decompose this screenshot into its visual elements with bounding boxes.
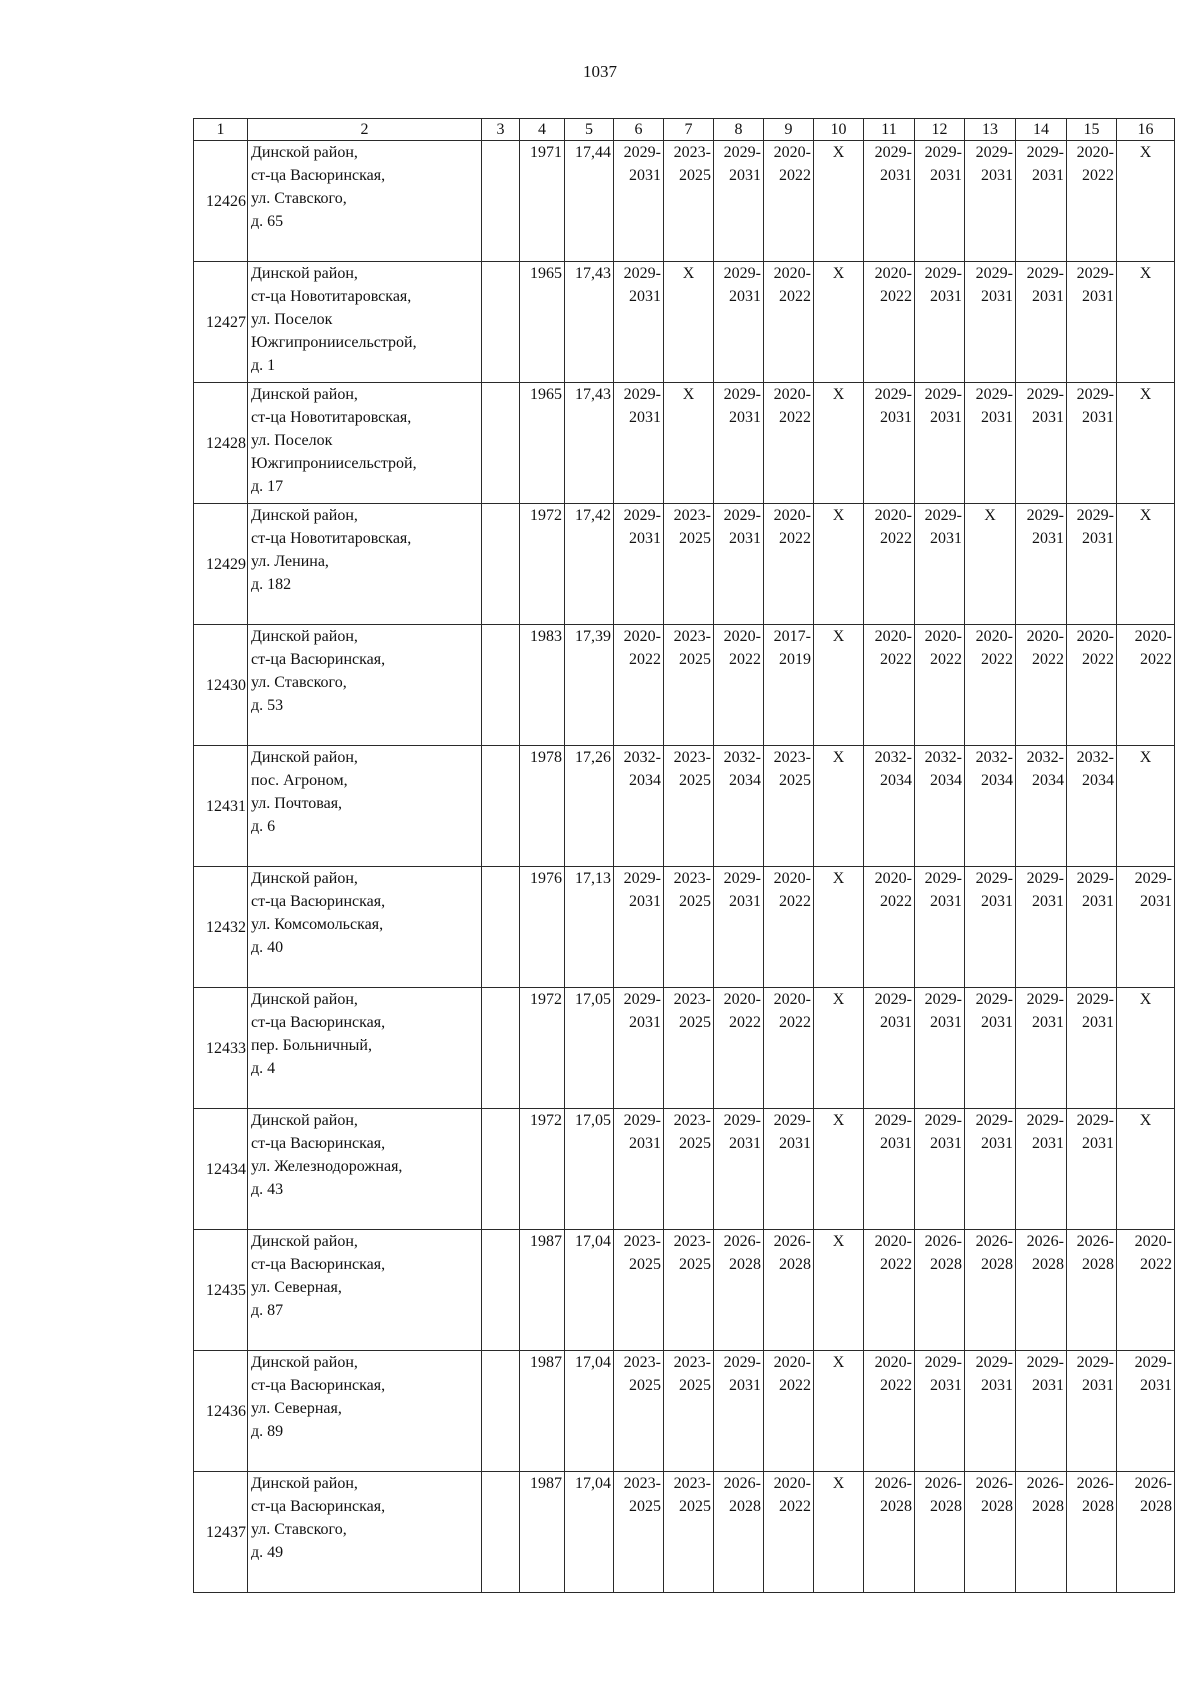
period-cell-col-7: 2023- 2025 — [664, 141, 714, 262]
column-header-2: 2 — [248, 119, 482, 141]
column-header-13: 13 — [965, 119, 1016, 141]
value-cell: 17,39 — [565, 625, 614, 746]
period-cell-col-14: 2020- 2022 — [1016, 625, 1067, 746]
period-cell-col-7: 2023- 2025 — [664, 1472, 714, 1593]
period-cell-col-7: 2023- 2025 — [664, 625, 714, 746]
period-cell-col-7: 2023- 2025 — [664, 867, 714, 988]
value-cell: 17,13 — [565, 867, 614, 988]
period-cell-col-7: 2023- 2025 — [664, 1230, 714, 1351]
address-cell — [248, 746, 482, 867]
address-line: ст-ца Новотитаровская, — [251, 530, 412, 547]
year-cell: 1987 — [520, 1351, 565, 1472]
period-cell-col-10: Х — [814, 504, 864, 625]
address-line: Динской район, — [251, 144, 358, 161]
year-cell: 1976 — [520, 867, 565, 988]
period-cell-col-16: Х — [1117, 504, 1175, 625]
period-cell-col-9: 2023- 2025 — [764, 746, 814, 867]
address-line: ст-ца Васюринская, — [251, 167, 386, 184]
period-cell-col-11: 2020- 2022 — [864, 625, 915, 746]
period-cell-col-7: 2023- 2025 — [664, 504, 714, 625]
address-cell — [248, 988, 482, 1109]
period-cell-col-13: 2029- 2031 — [965, 988, 1016, 1109]
period-cell-col-6: 2023- 2025 — [614, 1351, 664, 1472]
period-cell-col-9: 2017- 2019 — [764, 625, 814, 746]
period-cell-col-8: 2029- 2031 — [714, 141, 764, 262]
period-cell-col-14: 2029- 2031 — [1016, 504, 1067, 625]
period-cell-col-14: 2026- 2028 — [1016, 1230, 1067, 1351]
period-cell-col-11: 2026- 2028 — [864, 1472, 915, 1593]
column-3-cell — [482, 262, 520, 383]
period-cell-col-9: 2029- 2031 — [764, 1109, 814, 1230]
period-cell-col-14: 2029- 2031 — [1016, 1109, 1067, 1230]
column-header-10: 10 — [814, 119, 864, 141]
column-header-3: 3 — [482, 119, 520, 141]
period-cell-col-6: 2023- 2025 — [614, 1472, 664, 1593]
period-cell-col-7: 2023- 2025 — [664, 1351, 714, 1472]
address-line: д. 87 — [251, 1302, 284, 1319]
address-cell — [248, 867, 482, 988]
period-cell-col-11: 2020- 2022 — [864, 1351, 915, 1472]
period-cell-col-6: 2029- 2031 — [614, 141, 664, 262]
column-header-11: 11 — [864, 119, 915, 141]
column-3-cell — [482, 1472, 520, 1593]
address-line: д. 49 — [251, 1544, 284, 1561]
period-cell-col-9: 2020- 2022 — [764, 1472, 814, 1593]
address-line: ул. Ставского, — [251, 674, 347, 691]
period-cell-col-13: 2029- 2031 — [965, 383, 1016, 504]
table-row — [194, 1109, 1175, 1230]
address-cell — [248, 1351, 482, 1472]
period-cell-col-16: Х — [1117, 383, 1175, 504]
period-cell-col-11: 2020- 2022 — [864, 504, 915, 625]
period-cell-col-12: 2029- 2031 — [915, 141, 965, 262]
table-row — [194, 988, 1175, 1109]
column-header-15: 15 — [1067, 119, 1117, 141]
year-cell: 1972 — [520, 988, 565, 1109]
period-cell-col-15: 2029- 2031 — [1067, 988, 1117, 1109]
row-number: 12437 — [194, 1472, 248, 1593]
address-line: ст-ца Новотитаровская, — [251, 288, 412, 305]
address-line: Динской район, — [251, 749, 358, 766]
table-row — [194, 1230, 1175, 1351]
address-cell — [248, 1230, 482, 1351]
period-cell-col-6: 2029- 2031 — [614, 867, 664, 988]
address-line: д. 17 — [251, 478, 284, 495]
column-3-cell — [482, 383, 520, 504]
period-cell-col-11: 2029- 2031 — [864, 383, 915, 504]
address-line: ст-ца Васюринская, — [251, 1135, 386, 1152]
housing-register-table — [193, 118, 1175, 1593]
column-header-6: 6 — [614, 119, 664, 141]
period-cell-col-9: 2020- 2022 — [764, 867, 814, 988]
period-cell-col-12: 2029- 2031 — [915, 867, 965, 988]
period-cell-col-10: Х — [814, 1472, 864, 1593]
period-cell-col-16: Х — [1117, 988, 1175, 1109]
period-cell-col-10: Х — [814, 988, 864, 1109]
period-cell-col-7: 2023- 2025 — [664, 1109, 714, 1230]
address-cell — [248, 504, 482, 625]
period-cell-col-7: 2023- 2025 — [664, 988, 714, 1109]
period-cell-col-14: 2029- 2031 — [1016, 1351, 1067, 1472]
period-cell-col-14: 2029- 2031 — [1016, 867, 1067, 988]
address-line: Динской район, — [251, 1475, 358, 1492]
value-cell: 17,04 — [565, 1230, 614, 1351]
period-cell-col-13: 2026- 2028 — [965, 1472, 1016, 1593]
column-3-cell — [482, 504, 520, 625]
period-cell-col-10: Х — [814, 141, 864, 262]
address-line: пос. Агроном, — [251, 772, 348, 789]
address-line: ст-ца Васюринская, — [251, 1377, 386, 1394]
column-number-row — [194, 119, 1175, 141]
period-cell-col-11: 2032- 2034 — [864, 746, 915, 867]
address-line: д. 4 — [251, 1060, 276, 1077]
column-header-5: 5 — [565, 119, 614, 141]
period-cell-col-8: 2029- 2031 — [714, 1109, 764, 1230]
column-3-cell — [482, 746, 520, 867]
period-cell-col-12: 2029- 2031 — [915, 383, 965, 504]
table-row — [194, 504, 1175, 625]
column-header-9: 9 — [764, 119, 814, 141]
period-cell-col-9: 2020- 2022 — [764, 988, 814, 1109]
column-3-cell — [482, 141, 520, 262]
period-cell-col-15: 2029- 2031 — [1067, 1351, 1117, 1472]
period-cell-col-10: Х — [814, 1230, 864, 1351]
column-header-14: 14 — [1016, 119, 1067, 141]
year-cell: 1987 — [520, 1230, 565, 1351]
address-line: д. 65 — [251, 213, 284, 230]
address-line: ул. Северная, — [251, 1400, 342, 1417]
period-cell-col-13: Х — [965, 504, 1016, 625]
period-cell-col-8: 2029- 2031 — [714, 504, 764, 625]
value-cell: 17,42 — [565, 504, 614, 625]
row-number: 12436 — [194, 1351, 248, 1472]
period-cell-col-10: Х — [814, 262, 864, 383]
year-cell: 1965 — [520, 383, 565, 504]
period-cell-col-12: 2020- 2022 — [915, 625, 965, 746]
column-header-12: 12 — [915, 119, 965, 141]
value-cell: 17,04 — [565, 1351, 614, 1472]
address-line: ст-ца Новотитаровская, — [251, 409, 412, 426]
period-cell-col-15: 2032- 2034 — [1067, 746, 1117, 867]
address-line: ул. Поселок — [251, 432, 333, 449]
address-line: д. 53 — [251, 697, 284, 714]
period-cell-col-13: 2029- 2031 — [965, 141, 1016, 262]
column-3-cell — [482, 1351, 520, 1472]
table-row — [194, 141, 1175, 262]
period-cell-col-13: 2029- 2031 — [965, 262, 1016, 383]
period-cell-col-14: 2026- 2028 — [1016, 1472, 1067, 1593]
period-cell-col-9: 2020- 2022 — [764, 262, 814, 383]
period-cell-col-15: 2029- 2031 — [1067, 383, 1117, 504]
address-line: д. 89 — [251, 1423, 284, 1440]
period-cell-col-15: 2029- 2031 — [1067, 504, 1117, 625]
table-row — [194, 625, 1175, 746]
row-number: 12435 — [194, 1230, 248, 1351]
period-cell-col-9: 2026- 2028 — [764, 1230, 814, 1351]
period-cell-col-14: 2032- 2034 — [1016, 746, 1067, 867]
value-cell: 17,26 — [565, 746, 614, 867]
address-line: Динской район, — [251, 870, 358, 887]
period-cell-col-11: 2029- 2031 — [864, 141, 915, 262]
period-cell-col-16: 2029- 2031 — [1117, 1351, 1175, 1472]
address-line: ул. Ставского, — [251, 1521, 347, 1538]
address-line: Динской район, — [251, 265, 358, 282]
column-3-cell — [482, 1109, 520, 1230]
address-line: ст-ца Васюринская, — [251, 1256, 386, 1273]
period-cell-col-16: Х — [1117, 262, 1175, 383]
period-cell-col-13: 2020- 2022 — [965, 625, 1016, 746]
row-number: 12428 — [194, 383, 248, 504]
address-line: ул. Ставского, — [251, 190, 347, 207]
row-number: 12434 — [194, 1109, 248, 1230]
row-number: 12429 — [194, 504, 248, 625]
address-line: ул. Комсомольская, — [251, 916, 384, 933]
period-cell-col-12: 2032- 2034 — [915, 746, 965, 867]
year-cell: 1972 — [520, 504, 565, 625]
period-cell-col-8: 2029- 2031 — [714, 383, 764, 504]
period-cell-col-15: 2029- 2031 — [1067, 867, 1117, 988]
row-number: 12426 — [194, 141, 248, 262]
address-line: Динской район, — [251, 1354, 358, 1371]
period-cell-col-14: 2029- 2031 — [1016, 262, 1067, 383]
row-number: 12431 — [194, 746, 248, 867]
period-cell-col-15: 2029- 2031 — [1067, 1109, 1117, 1230]
address-line: д. 182 — [251, 576, 292, 593]
row-number: 12433 — [194, 988, 248, 1109]
period-cell-col-14: 2029- 2031 — [1016, 141, 1067, 262]
value-cell: 17,05 — [565, 1109, 614, 1230]
period-cell-col-10: Х — [814, 625, 864, 746]
address-cell — [248, 262, 482, 383]
period-cell-col-14: 2029- 2031 — [1016, 988, 1067, 1109]
table-row — [194, 1351, 1175, 1472]
period-cell-col-16: 2029- 2031 — [1117, 867, 1175, 988]
address-line: ул. Поселок — [251, 311, 333, 328]
row-number: 12427 — [194, 262, 248, 383]
table-row — [194, 262, 1175, 383]
period-cell-col-7: Х — [664, 383, 714, 504]
column-3-cell — [482, 1230, 520, 1351]
period-cell-col-15: 2029- 2031 — [1067, 262, 1117, 383]
year-cell: 1972 — [520, 1109, 565, 1230]
page-number: 1037 — [583, 62, 617, 81]
period-cell-col-9: 2020- 2022 — [764, 504, 814, 625]
address-line: Динской район, — [251, 628, 358, 645]
period-cell-col-15: 2020- 2022 — [1067, 141, 1117, 262]
value-cell: 17,43 — [565, 262, 614, 383]
column-header-8: 8 — [714, 119, 764, 141]
column-3-cell — [482, 867, 520, 988]
address-line: ул. Железнодорожная, — [251, 1158, 403, 1175]
address-line: д. 40 — [251, 939, 284, 956]
row-number: 12430 — [194, 625, 248, 746]
period-cell-col-12: 2029- 2031 — [915, 1351, 965, 1472]
period-cell-col-10: Х — [814, 383, 864, 504]
address-line: ул. Северная, — [251, 1279, 342, 1296]
period-cell-col-11: 2020- 2022 — [864, 867, 915, 988]
address-cell — [248, 1472, 482, 1593]
period-cell-col-6: 2029- 2031 — [614, 504, 664, 625]
address-cell — [248, 1109, 482, 1230]
period-cell-col-15: 2026- 2028 — [1067, 1230, 1117, 1351]
address-line: ст-ца Васюринская, — [251, 1498, 386, 1515]
period-cell-col-10: Х — [814, 1109, 864, 1230]
period-cell-col-16: 2026- 2028 — [1117, 1472, 1175, 1593]
period-cell-col-6: 2032- 2034 — [614, 746, 664, 867]
period-cell-col-8: 2026- 2028 — [714, 1472, 764, 1593]
period-cell-col-16: Х — [1117, 141, 1175, 262]
period-cell-col-9: 2020- 2022 — [764, 141, 814, 262]
column-header-16: 16 — [1117, 119, 1175, 141]
period-cell-col-10: Х — [814, 867, 864, 988]
address-line: ст-ца Васюринская, — [251, 651, 386, 668]
period-cell-col-12: 2026- 2028 — [915, 1230, 965, 1351]
period-cell-col-16: 2020- 2022 — [1117, 1230, 1175, 1351]
table-row — [194, 1472, 1175, 1593]
year-cell: 1971 — [520, 141, 565, 262]
period-cell-col-16: 2020- 2022 — [1117, 625, 1175, 746]
address-line: пер. Больничный, — [251, 1037, 372, 1054]
period-cell-col-11: 2020- 2022 — [864, 262, 915, 383]
year-cell: 1987 — [520, 1472, 565, 1593]
period-cell-col-6: 2029- 2031 — [614, 1109, 664, 1230]
period-cell-col-8: 2026- 2028 — [714, 1230, 764, 1351]
period-cell-col-9: 2020- 2022 — [764, 1351, 814, 1472]
period-cell-col-12: 2029- 2031 — [915, 988, 965, 1109]
period-cell-col-16: Х — [1117, 746, 1175, 867]
address-line: Динской район, — [251, 507, 358, 524]
address-line: Динской район, — [251, 386, 358, 403]
address-line: ст-ца Васюринская, — [251, 893, 386, 910]
period-cell-col-13: 2029- 2031 — [965, 867, 1016, 988]
period-cell-col-10: Х — [814, 1351, 864, 1472]
period-cell-col-8: 2029- 2031 — [714, 867, 764, 988]
period-cell-col-14: 2029- 2031 — [1016, 383, 1067, 504]
value-cell: 17,44 — [565, 141, 614, 262]
year-cell: 1965 — [520, 262, 565, 383]
column-header-1: 1 — [194, 119, 248, 141]
period-cell-col-12: 2026- 2028 — [915, 1472, 965, 1593]
address-cell — [248, 383, 482, 504]
address-line: д. 43 — [251, 1181, 284, 1198]
address-line: Южгипрониисельстрой, — [251, 334, 417, 351]
period-cell-col-16: Х — [1117, 1109, 1175, 1230]
address-line: Динской район, — [251, 991, 358, 1008]
period-cell-col-8: 2020- 2022 — [714, 625, 764, 746]
table-row — [194, 746, 1175, 867]
period-cell-col-6: 2020- 2022 — [614, 625, 664, 746]
table-row — [194, 383, 1175, 504]
period-cell-col-13: 2026- 2028 — [965, 1230, 1016, 1351]
table-row — [194, 867, 1175, 988]
address-cell — [248, 625, 482, 746]
period-cell-col-6: 2029- 2031 — [614, 988, 664, 1109]
column-3-cell — [482, 625, 520, 746]
period-cell-col-15: 2026- 2028 — [1067, 1472, 1117, 1593]
period-cell-col-11: 2029- 2031 — [864, 1109, 915, 1230]
address-cell — [248, 141, 482, 262]
period-cell-col-6: 2029- 2031 — [614, 262, 664, 383]
period-cell-col-13: 2032- 2034 — [965, 746, 1016, 867]
address-line: ул. Почтовая, — [251, 795, 343, 812]
address-line: ст-ца Васюринская, — [251, 1014, 386, 1031]
column-header-7: 7 — [664, 119, 714, 141]
address-line: Южгипрониисельстрой, — [251, 455, 417, 472]
period-cell-col-7: Х — [664, 262, 714, 383]
period-cell-col-13: 2029- 2031 — [965, 1351, 1016, 1472]
address-line: д. 6 — [251, 818, 276, 835]
period-cell-col-8: 2029- 2031 — [714, 1351, 764, 1472]
column-3-cell — [482, 988, 520, 1109]
address-line: Динской район, — [251, 1233, 358, 1250]
value-cell: 17,05 — [565, 988, 614, 1109]
period-cell-col-11: 2029- 2031 — [864, 988, 915, 1109]
address-line: Динской район, — [251, 1112, 358, 1129]
period-cell-col-12: 2029- 2031 — [915, 1109, 965, 1230]
period-cell-col-6: 2029- 2031 — [614, 383, 664, 504]
row-number: 12432 — [194, 867, 248, 988]
period-cell-col-12: 2029- 2031 — [915, 262, 965, 383]
period-cell-col-11: 2020- 2022 — [864, 1230, 915, 1351]
period-cell-col-6: 2023- 2025 — [614, 1230, 664, 1351]
year-cell: 1983 — [520, 625, 565, 746]
address-line: д. 1 — [251, 357, 276, 374]
period-cell-col-8: 2029- 2031 — [714, 262, 764, 383]
period-cell-col-7: 2023- 2025 — [664, 746, 714, 867]
value-cell: 17,43 — [565, 383, 614, 504]
year-cell: 1978 — [520, 746, 565, 867]
period-cell-col-8: 2020- 2022 — [714, 988, 764, 1109]
column-header-4: 4 — [520, 119, 565, 141]
period-cell-col-10: Х — [814, 746, 864, 867]
value-cell: 17,04 — [565, 1472, 614, 1593]
period-cell-col-13: 2029- 2031 — [965, 1109, 1016, 1230]
period-cell-col-8: 2032- 2034 — [714, 746, 764, 867]
address-line: ул. Ленина, — [251, 553, 329, 570]
period-cell-col-12: 2029- 2031 — [915, 504, 965, 625]
period-cell-col-9: 2020- 2022 — [764, 383, 814, 504]
period-cell-col-15: 2020- 2022 — [1067, 625, 1117, 746]
table-body — [194, 141, 1175, 1593]
